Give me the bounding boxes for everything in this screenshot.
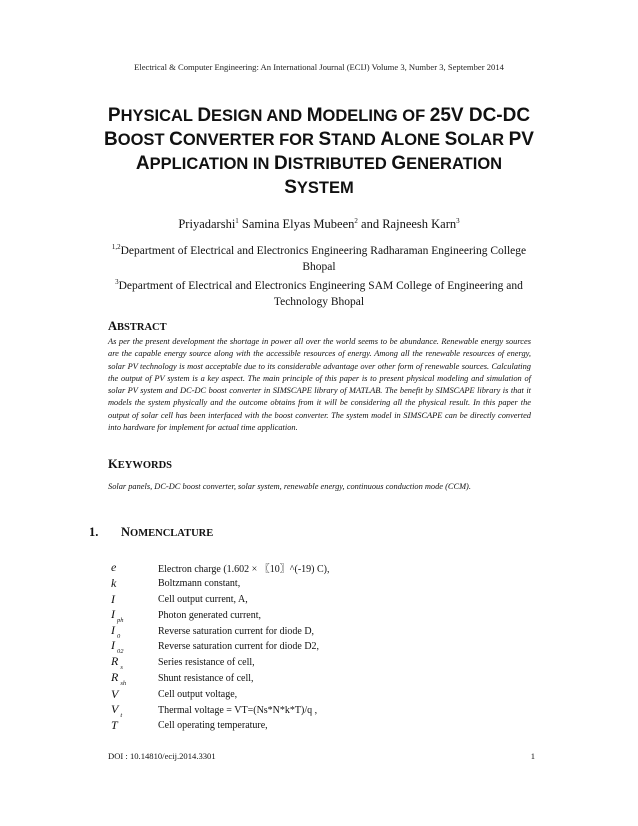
nomenclature-row: [108, 607, 538, 623]
nomenclature-symbol: R $_s$: [111, 654, 123, 672]
paper-title: [95, 104, 543, 200]
nomenclature-row: [108, 671, 538, 687]
author-2: Samina Elyas Mubeen: [238, 217, 355, 231]
nomenclature-symbol: I: [111, 591, 115, 606]
doi: DOI : 10.14810/ecij.2014.3301: [108, 751, 216, 761]
nomenclature-symbol: I $_{ph}$: [111, 606, 124, 624]
affiliation-2: $^3$Department of Electrical and Electronics Engineering SAM College of Engineering and Technology Bhopal: [115, 278, 523, 308]
nomenclature-description: Cell operating temperature,: [158, 720, 268, 732]
nomenclature-description: Electron charge (1.602 × 〖10〗^(-19) C),: [158, 564, 330, 576]
nomenclature-symbol: T: [111, 718, 118, 733]
keywords-heading: KEYWORDS: [108, 457, 172, 471]
nomenclature-row: [108, 560, 538, 576]
affiliations: [100, 240, 538, 310]
nomenclature-row: [108, 718, 538, 734]
nomenclature-description: Cell output current, A,: [158, 593, 248, 605]
nomenclature-row: [108, 655, 538, 671]
nomenclature-symbol: I $_0$: [111, 622, 121, 640]
author-3-sup: 3: [456, 217, 460, 225]
nomenclature-row: [108, 686, 538, 702]
abstract-text: As per the present development the shortage in power all over the world seems to be abundance. Renewable energy sources are the capable energy source along with the accessible resources of energy. Among all the renewable resources of energy, solar PV technology is most acceptable due to its considerable advantage over other form of renewable sources. Calculating the output of PV system is a key aspect. The main principle of this paper is to present physical modeling and simulation of solar PV system and DC-DC boost converter in SIMSCAPE library of MATLAB. The benefit by SIMSCAPE library is that it models the system physically and the outcome obtains from it will be considering all the physical result. In this paper the output of solar cell has been interfaced with the boost converter. The system model in SIMSCAPE can be directly converted into hardware for implement for actual time application.: [108, 337, 531, 433]
page-footer: [108, 751, 535, 761]
nomenclature-row: [108, 639, 538, 655]
nomenclature-description: Cell output voltage,: [158, 688, 238, 700]
nomenclature-symbol: e: [111, 560, 117, 575]
keywords-text: Solar panels, DC-DC boost converter, solar system, renewable energy, continuous conduction mode (CCM).: [108, 482, 471, 491]
nomenclature-description: Shunt resistance of cell,: [158, 672, 254, 684]
nomenclature-symbol: V $_t$: [111, 701, 123, 719]
title-line: PHYSICAL DESIGN AND MODELING OF 25V DC-DC: [107, 105, 531, 126]
nomenclature-symbol: k: [111, 576, 117, 591]
nomenclature-row: [108, 592, 538, 608]
nomenclature-row: [108, 623, 538, 639]
author-1-sup: 1: [235, 217, 239, 225]
nomenclature-symbol: I $_{02}$: [111, 638, 124, 656]
nomenclature-row: [108, 576, 538, 592]
title-line: SYSTEM: [284, 177, 354, 198]
nomenclature-description: Thermal voltage = VT=(Ns*N*k*T)/q ,: [158, 704, 318, 716]
author-2-sup: 2: [354, 217, 358, 225]
running-header: Electrical & Computer Engineering: An International Journal (ECIJ) Volume 3, Number 3, September 2014: [134, 62, 504, 72]
nomenclature-description: Series resistance of cell,: [158, 657, 255, 669]
nomenclature-list: [108, 560, 538, 734]
author-3: and Rajneesh Karn: [357, 217, 457, 231]
nomenclature-description: Reverse saturation current for diode D,: [158, 625, 315, 637]
nomenclature-description: Photon generated current,: [158, 609, 262, 621]
nomenclature-symbol: V: [111, 686, 119, 701]
title-line: APPLICATION IN DISTRIBUTED GENERATION: [135, 153, 503, 174]
section-heading-nomenclature: 1. NOMENCLATURE: [89, 525, 214, 539]
author-line: [0, 217, 638, 232]
nomenclature-symbol: R $_{sh}$: [111, 669, 127, 687]
nomenclature-description: Boltzmann constant,: [158, 578, 241, 590]
title-line: BOOST CONVERTER FOR STAND ALONE SOLAR PV: [104, 129, 534, 150]
nomenclature-row: [108, 702, 538, 718]
abstract-heading: ABSTRACT: [108, 319, 167, 333]
page-number: 1: [530, 751, 535, 761]
author-1: Priyadarshi: [178, 217, 236, 231]
nomenclature-description: Reverse saturation current for diode D2,: [158, 641, 320, 653]
affiliation-1: $^{1,2}$Department of Electrical and Electronics Engineering Radharaman Engineering College Bhopal: [111, 243, 527, 273]
